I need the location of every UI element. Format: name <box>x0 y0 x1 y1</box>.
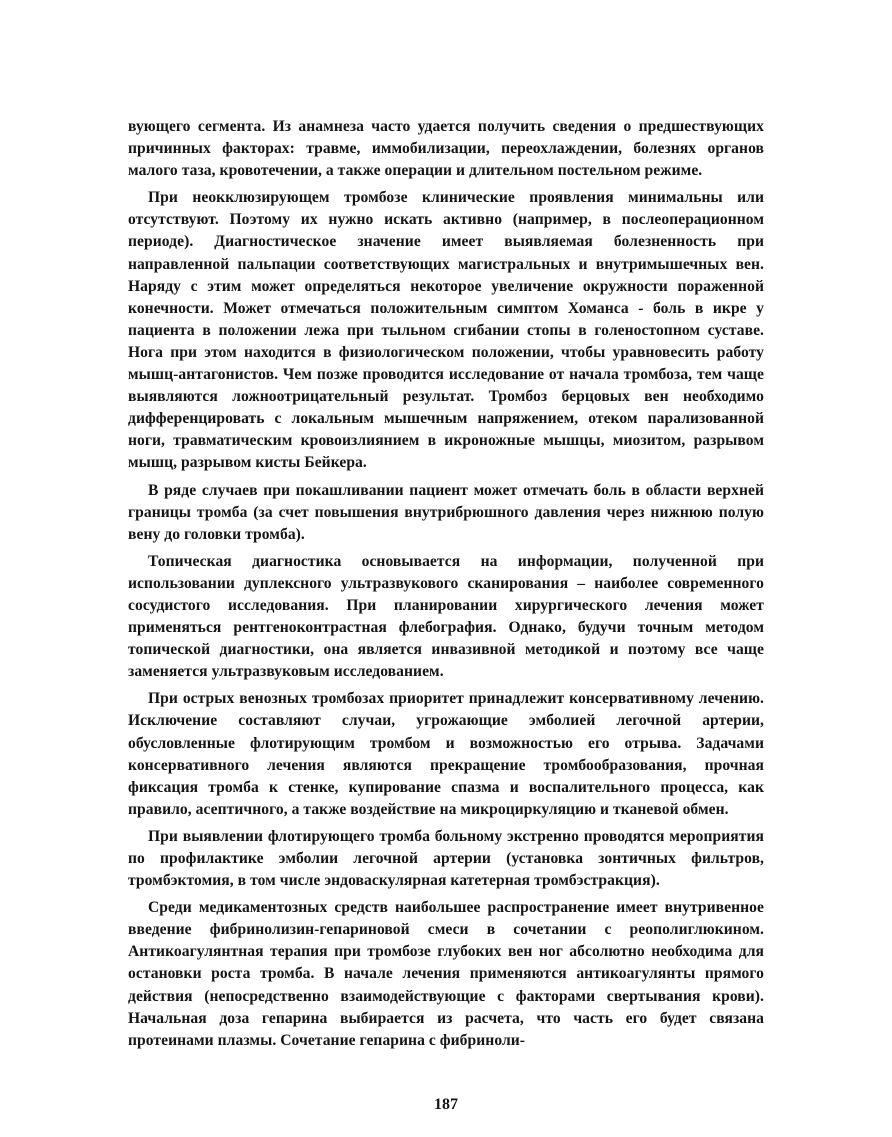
paragraph-6: При выявлении флотирующего тромба больному экстренно проводятся мероприятия по профилактике эмболии легочной артерии (установка зонтичных фильтров, тромбэктомия, в том числе эндоваскулярная катетерная тромбэстракция). <box>128 827 764 890</box>
paragraph-1: вующего сегмента. Из анамнеза часто удается получить сведения о предшествующих причинных факторах: травме, иммобилизации, переохлаждении, болезнях органов малого таза, кровотечении, а также операции и длительном постельном режиме. <box>128 118 764 180</box>
paragraph-2: При неокклюзирующем тромбозе клинические проявления минимальны или отсутствуют. Поэтому их нужно искать активно (например, в послеоперационном периоде). Диагностическое значение имеет выявляемая болезненность при направленной пальпации соответствующих магистральных и внутримышечных вен. Наряду с этим может определяться некоторое увеличение окружности пораженной конечности. Может отмечаться положительным симптом Хоманса - боль в икре у пациента в положении лежа при тыльном сгибании стопы в голеностопном суставе. Нога при этом находится в физиологическом положении, чтобы уравновесить работу мышц-антагонистов. Чем позже проводится исследование от начала тромбоза, тем чаще выявляются ложноотрицательный результат. Тромбоз берцовых вен необходимо дифференцировать с локальным мышечным напряжением, отеком парализованной ноги, травматическим кровоизлиянием в икроножные мышцы, миозитом, разрывом мышц, разрывом кисты Бейкера. <box>128 189 764 472</box>
paragraph-3: В ряде случаев при покашливании пациент может отмечать боль в области верхней границы тромба (за счет повышения внутрибрюшного давления через нижнюю полую вену до головки тромба). <box>128 481 764 543</box>
paragraph-7: Среди медикаментозных средств наибольшее распространение имеет внутривенное введение фибринолизин-гепариновой смеси в сочетании с реополиглюкином. Антикоагулянтная терапия при тромбозе глубоких вен ног абсолютно необходима для остановки роста тромба. В начале лечения применяются антикоагулянты прямого действия (непосредственно взаимодействующие с факторами свертывания крови). Начальная доза гепарина выбирается из расчета, что часть его будет связана протеинами плазмы. Сочетание гепарина с фибриноли- <box>128 899 764 1049</box>
paragraph-4: Топическая диагностика основывается на информации, полученной при использовании дуплексного ультразвукового сканирования – наиболее современного сосудистого исследования. При планировании хирургического лечения может применяться рентгеноконтрастная флебография. Однако, будучи точным методом топической диагностики, она является инвазивной методикой и поэтому все чаще заменяется ультразвуковым исследованием. <box>128 552 764 681</box>
paragraph-5: При острых венозных тромбозах приоритет принадлежит консервативному лечению. Исключение составляют случаи, угрожающие эмболией легочной артерии, обусловленные флотирующим тромбом и возможностью его отрыва. Задачами консервативного лечения являются прекращение тромбообразования, прочная фиксация тромба к стенке, купирование спазма и воспалительного процесса, как правило, асептичного, а также воздействие на микроциркуляцию и тканевой обмен. <box>128 690 764 818</box>
body-text <box>128 116 764 1057</box>
page-number: 187 <box>434 1096 458 1113</box>
